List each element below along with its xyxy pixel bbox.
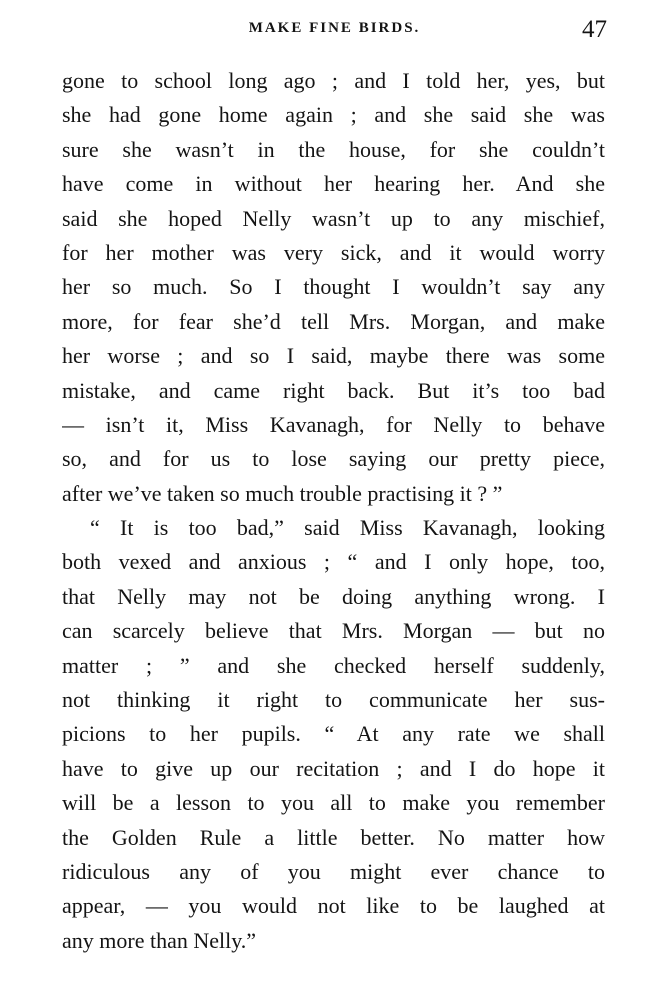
running-head (62, 16, 607, 48)
text-line-11: — isn’t it, Miss Kavanagh, for Nelly to behave (62, 411, 605, 437)
text-line-13: after we’ve taken so much trouble practising it ? ” (62, 480, 503, 506)
text-line-1: gone to school long ago ; and I told her, yes, but (62, 68, 605, 93)
text-line-24: ridiculous any of you might ever chance to (62, 858, 605, 884)
text-line-2: she had gone home again ; and she said she was (62, 102, 605, 128)
text-line-18: matter ; ” and she checked herself suddenly, (62, 652, 605, 678)
text-line-17: can scarcely believe that Mrs. Morgan — but no (62, 618, 605, 644)
text-line-22: will be a lesson to you all to make you remember (62, 790, 605, 816)
text-line-21: have to give up our recitation ; and I do hope it (62, 755, 605, 781)
text-line-14: “ It is too bad,” said Miss Kavanagh, looking (90, 515, 605, 541)
text-line-3: sure she wasn’t in the house, for she couldn’t (62, 136, 605, 162)
text-line-20: picions to her pupils. “ At any rate we shall (62, 721, 605, 747)
text-line-23: the Golden Rule a little better. No matter how (62, 824, 605, 850)
running-title: MAKE FINE BIRDS. (248, 20, 421, 36)
text-line-15: both vexed and anxious ; “ and I only hope, too, (62, 549, 605, 575)
text-line-26: any more than Nelly.” (62, 927, 257, 953)
text-line-25: appear, — you would not like to be laughed at (62, 893, 605, 919)
text-line-4: have come in without her hearing her. And she (62, 171, 605, 197)
text-line-5: said she hoped Nelly wasn’t up to any mischief, (62, 205, 605, 231)
text-line-16: that Nelly may not be doing anything wrong. I (62, 583, 605, 609)
page-number: 47 (582, 16, 607, 43)
text-line-9: her worse ; and so I said, maybe there was some (62, 343, 605, 369)
text-line-6: for her mother was very sick, and it would worry (62, 239, 605, 265)
text-line-10: mistake, and came right back. But it’s too bad (62, 377, 605, 403)
text-line-8: more, for fear she’d tell Mrs. Morgan, and make (62, 308, 605, 334)
text-line-19: not thinking it right to communicate her sus- (62, 687, 605, 713)
text-line-12: so, and for us to lose saying our pretty piece, (62, 446, 605, 472)
text-line-7: her so much. So I thought I wouldn’t say any (62, 274, 605, 300)
body-text (62, 64, 605, 958)
